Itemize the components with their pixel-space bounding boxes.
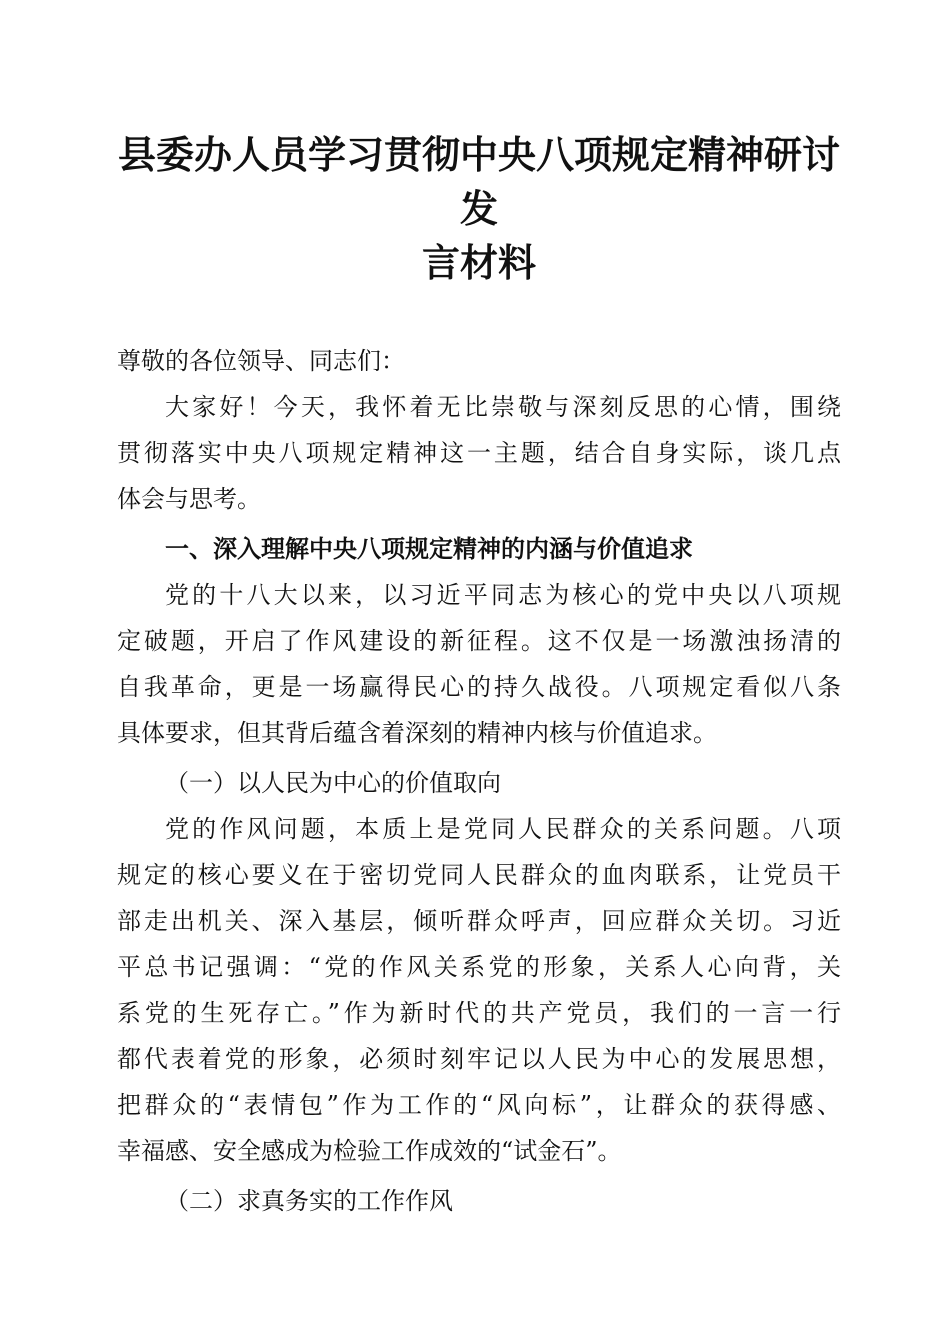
subsection-heading: （一）以人民为中心的价值取向 [165,769,501,797]
text-line: 具体要求，但其背后蕴含着深刻的精神内核与价值追求。 [117,719,717,747]
text-line: 系党的生死存亡。”作为新时代的共产党员，我们的一言一行 [117,999,841,1027]
text-line: 部走出机关、深入基层，倾听群众呼声，回应群众关切。习近 [117,907,841,935]
document-page [117,128,841,1224]
text-line: 贯彻落实中央八项规定精神这一主题，结合自身实际，谈几点 [117,439,841,467]
text-line: 大家好！今天，我怀着无比崇敬与深刻反思的心情，围绕 [165,393,841,421]
paragraph-greeting [117,384,841,522]
text-line: 定破题，开启了作风建设的新征程。这不仅是一场激浊扬清的 [117,627,841,655]
text-line: 党的作风问题，本质上是党同人民群众的关系问题。八项 [165,815,841,843]
text-line: 幸福感、安全感成为检验工作成效的“试金石”。 [117,1137,622,1165]
salutation: 尊敬的各位领导、同志们： [117,347,405,375]
paragraph-intro [117,572,841,756]
text-line: 体会与思考。 [117,485,261,513]
document-title [117,128,841,290]
section-heading: 一、深入理解中央八项规定精神的内涵与价值追求 [165,535,693,563]
text-line: 自我革命，更是一场赢得民心的持久战役。八项规定看似八条 [117,673,841,701]
text-line: 党的十八大以来，以习近平同志为核心的党中央以八项规 [165,581,841,609]
title-line: 言材料 [421,241,536,285]
title-line: 县委办人员学习贯彻中央八项规定精神研讨发 [117,133,840,231]
text-line: 平总书记强调：“党的作风关系党的形象，关系人心向背，关 [117,953,841,981]
subsection-heading: （二）求真务实的工作作风 [165,1187,453,1215]
text-line: 把群众的“表情包”作为工作的“风向标”，让群众的获得感、 [117,1091,841,1119]
document-body [117,338,841,1224]
paragraph-people-centered [117,806,841,1174]
text-line: 规定的核心要义在于密切党同人民群众的血肉联系，让党员干 [117,861,841,889]
text-line: 都代表着党的形象，必须时刻牢记以人民为中心的发展思想， [117,1045,841,1073]
